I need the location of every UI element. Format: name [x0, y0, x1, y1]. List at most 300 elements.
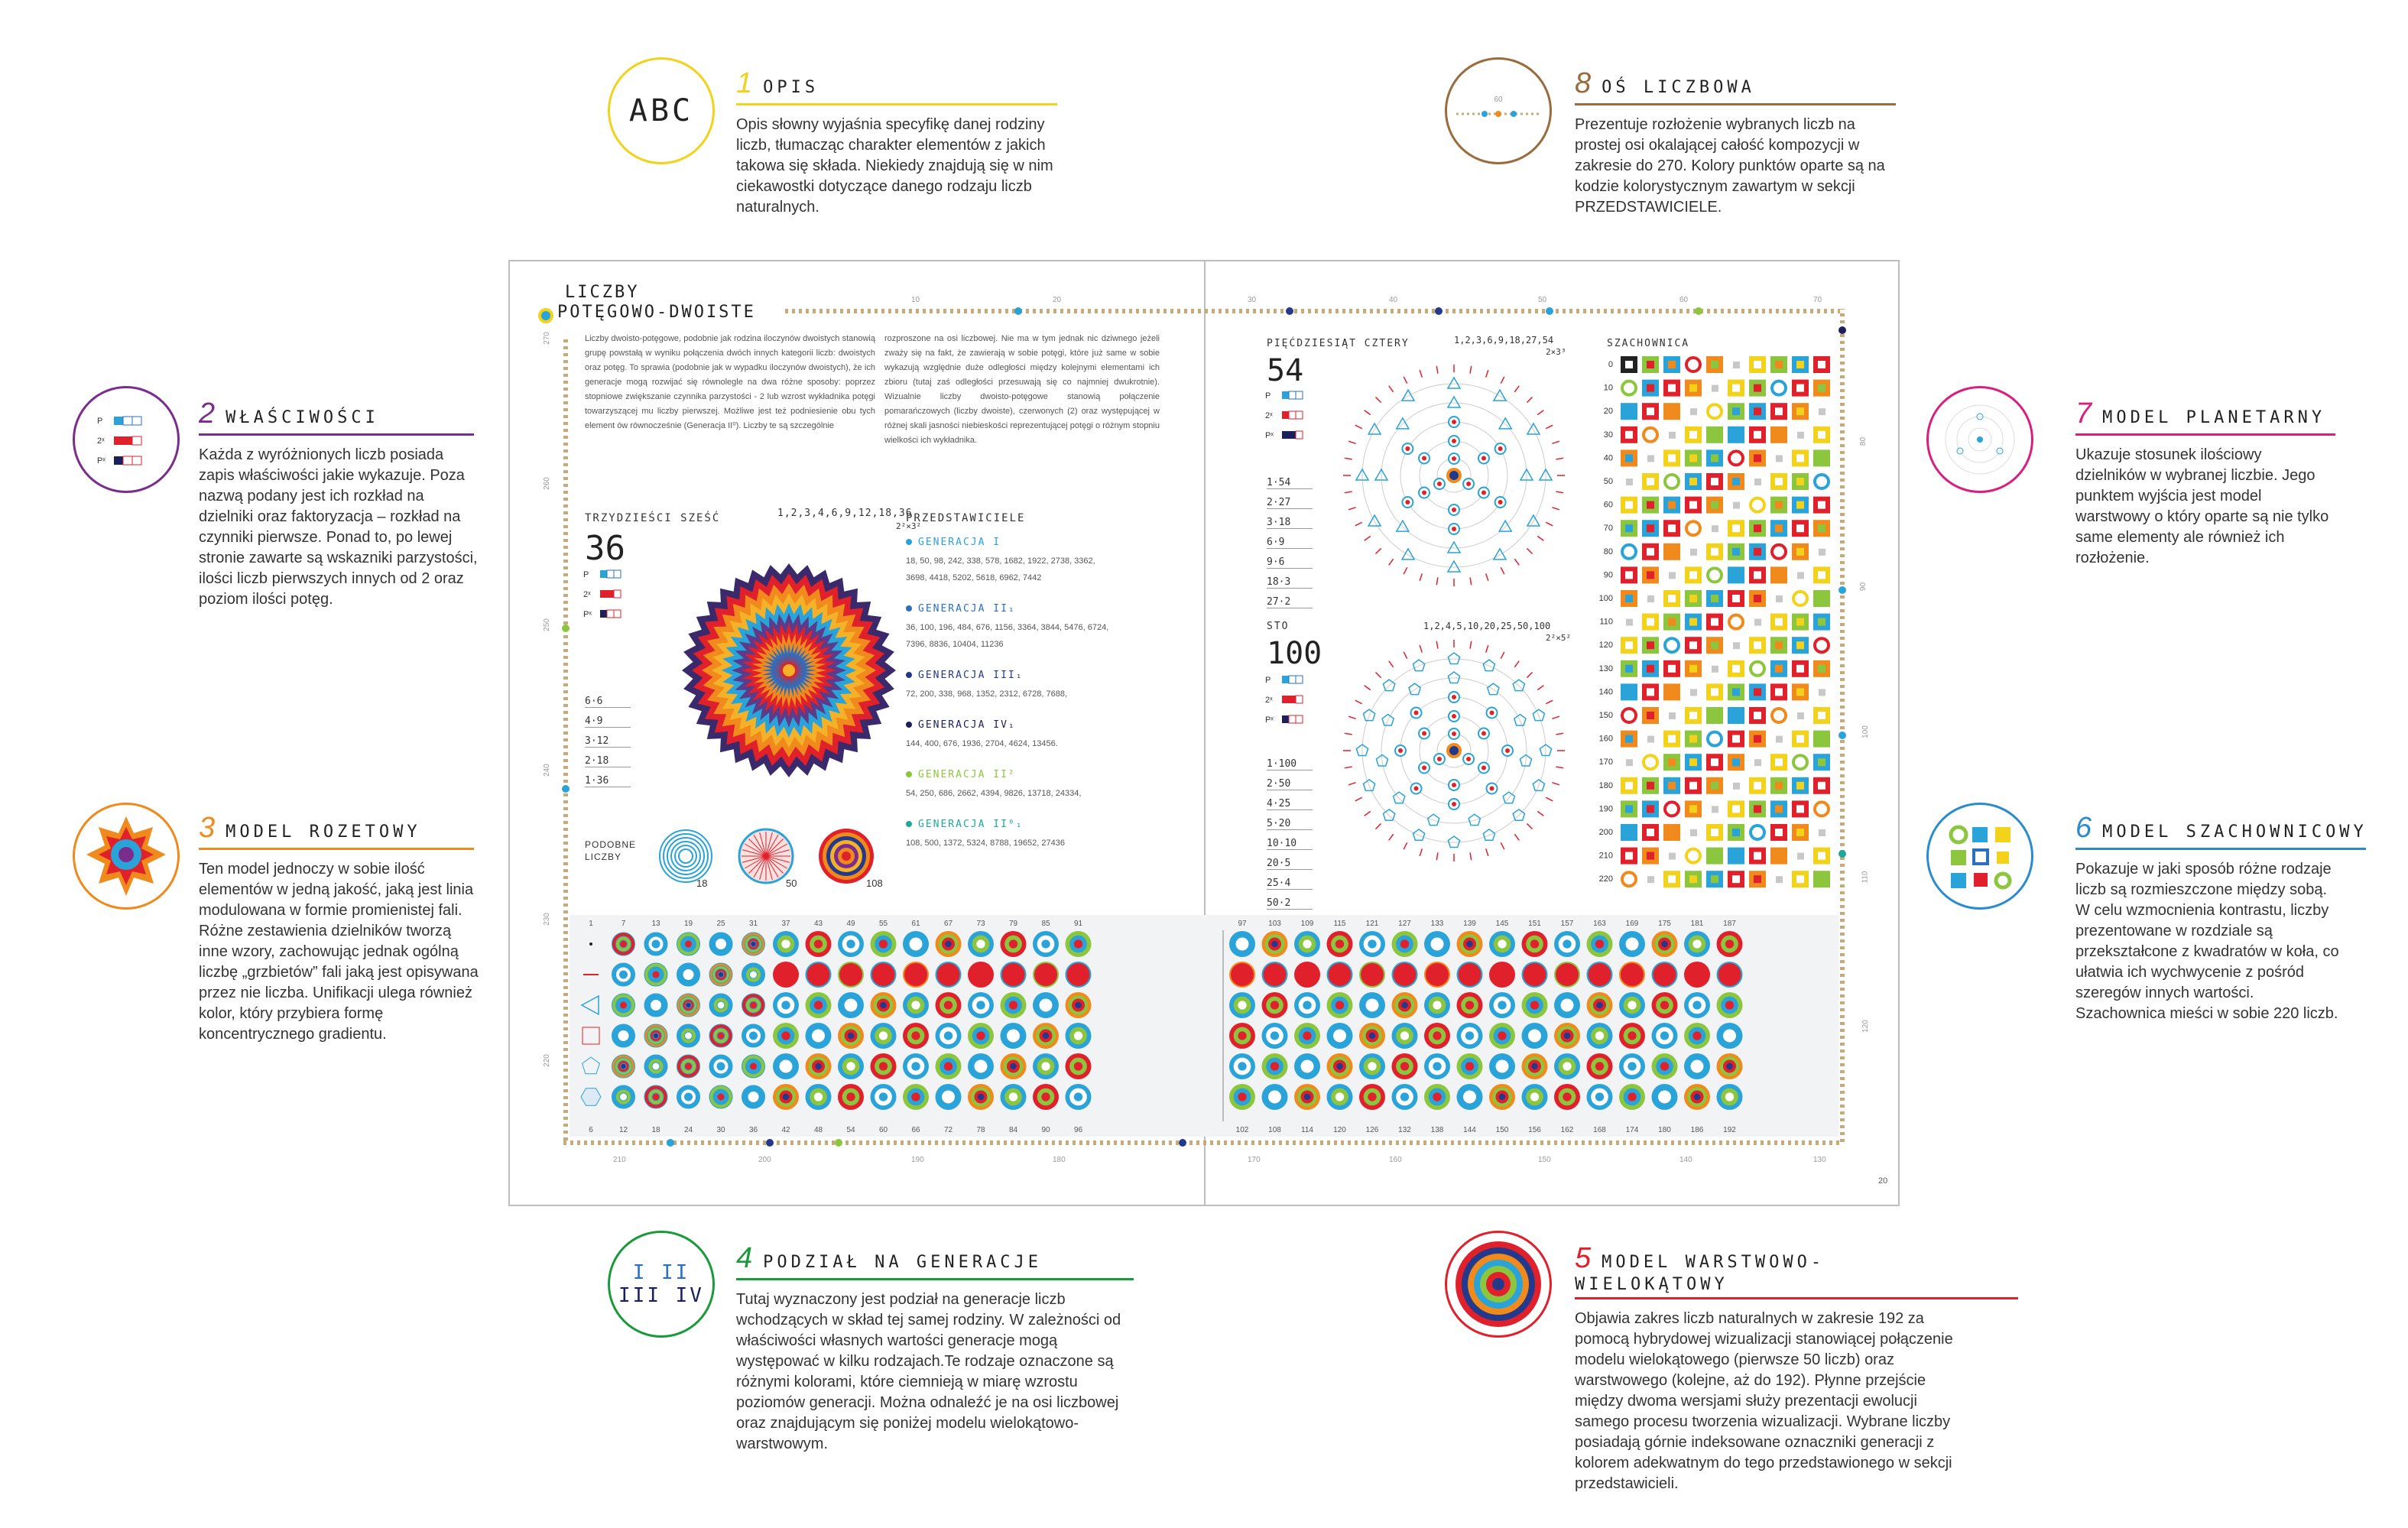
legend-title: MODEL WARSTWOWO-WIELOKĄTOWY [1575, 1253, 1825, 1294]
chessboard-cell [1797, 712, 1804, 719]
grid-cell [1066, 1053, 1092, 1079]
chessboard-cell [1685, 473, 1702, 490]
generation-dot-icon [906, 605, 912, 612]
grid-cell [1001, 1084, 1027, 1110]
chessboard-row-label: 40 [1603, 453, 1613, 463]
legend-rule [2075, 433, 2335, 436]
grid-column-top-label: 19 [683, 920, 693, 928]
chessboard-cell [1792, 660, 1809, 677]
grid-cell [871, 992, 897, 1018]
grid-cell [1066, 962, 1092, 988]
grid-cell [1392, 931, 1418, 957]
chessboard-cell [1770, 848, 1787, 865]
grid-cell [936, 1053, 962, 1079]
divisor-pair: 9·6 [1267, 556, 1313, 569]
grid-cell [1001, 992, 1027, 1018]
svg-text:P: P [97, 417, 103, 426]
chessboard-cell [1621, 520, 1637, 537]
generation-name: GENERACJA III₁ [918, 670, 1024, 681]
chessboard-cell [1813, 427, 1830, 443]
rosette-icon [80, 810, 172, 902]
generation-dot-icon [906, 821, 912, 827]
grid-column-bottom-label: 78 [976, 1126, 985, 1134]
chessboard-cell [1622, 872, 1636, 886]
legend-number: 4 [736, 1242, 753, 1274]
grid-cell [1392, 1053, 1418, 1079]
generations-list [906, 537, 1112, 868]
chessboard-cell [1772, 545, 1786, 559]
chessboard-cell [1728, 824, 1744, 841]
planetary-100 [1339, 636, 1569, 865]
divisor-pair: 6·9 [1267, 537, 1313, 549]
chessboard-cell [1754, 479, 1761, 485]
chessboard-cell [1776, 595, 1783, 602]
grid-cell [1457, 1023, 1483, 1049]
grid-cell [1457, 962, 1483, 988]
chessboard-cell [1663, 660, 1680, 677]
divisor-pair: 4·25 [1267, 798, 1313, 810]
generation-entry [906, 670, 1112, 702]
chessboard-cell [1728, 871, 1744, 887]
grid-cell [1489, 1053, 1515, 1079]
grid-cell [1001, 1023, 1027, 1049]
chessboard-model-icon [1926, 803, 2033, 910]
chessboard-cell [1622, 381, 1636, 395]
chessboard-cell [1749, 590, 1766, 607]
grid-cell [1359, 1053, 1385, 1079]
grid-column-bottom-label: 66 [911, 1126, 920, 1134]
chessboard-cell [1729, 615, 1743, 629]
grid-cell [709, 1024, 732, 1047]
grid-cell [838, 992, 864, 1018]
description-col2: rozproszone na osi liczbowej. Nie ma w tym jednak nic dziwnego jeżeli zważy się na fakt, że zawierają w sobie potęgi, które już same w sobie wykazują względnie duże odległości między kolejnymi elementami ich zbioru (tutaj zaś odległości przesuwają się co najmniej dwukrotnie). Wizualnie liczby dwoisto-potęgowe stanowią połączenie pomarańczowych (liczby dwoiste), czerwonych (2) oraz występującej w różnej skali jasności niebieskości reprezentującej potęgi o różnym stopniu wielkości ich wykładnika. [884, 334, 1160, 445]
legend-body: Tutaj wyznaczony jest podział na generacje liczb wchodzących w skład tej samej rodziny. W zależności od właściwości własnych wartości generacje mogą występować w kilku rodzajach.Te rodzaje oznaczone są różnymi kolorami, które ciemnieją w miarę wzrostu poziomów generacji. Można odnaleźć je na osi liczbowej oraz znajdującym się poniżej modelu wielokątowo-warstwowym. [736, 1291, 1121, 1452]
chessboard-cell [1770, 520, 1787, 537]
grid-column-bottom-label: 108 [1268, 1126, 1281, 1134]
axis-number-marker [562, 785, 570, 793]
grid-column-bottom-label: 126 [1365, 1126, 1379, 1134]
chessboard-cell [1813, 449, 1830, 466]
generation-numbers: 18, 50, 98, 242, 338, 578, 1682, 1922, 2738, 3362, 3698, 4418, 5202, 5618, 6962, 7442 [906, 556, 1095, 582]
chessboard-cell [1669, 432, 1676, 439]
chessboard-cell [1686, 849, 1700, 863]
grid-cell [677, 933, 700, 955]
chessboard-row-label: 200 [1599, 828, 1613, 837]
chessboard-cell [1685, 777, 1702, 794]
grid-column-top-label: 1 [589, 920, 593, 928]
opis-icon: ABC [608, 57, 715, 164]
grid-cell [612, 994, 635, 1017]
axis-number-marker [1435, 307, 1443, 315]
legend-body: Objawia zakres liczb naturalnych w zakresie 192 za pomocą hybrydowej wizualizacji stanowiącej połączenie modelu wielokątowego (pierwsze 50 liczb) oraz warstwowego (kolejne, aż do 192). Płynne przejście między dwoma wersjami służy prezentacji ewolucji samego procesu tworzenia wizualizacji. Wybrane liczby posiadają górnie indeksowane oznaczniki generacji z kolorem adekwatnym do tego przedstawionego w sekcji przedstawicieli. [1575, 1310, 1953, 1492]
grid-cell [1489, 1023, 1515, 1049]
grid-cell [1001, 962, 1027, 988]
chessboard-cell [1749, 427, 1766, 443]
grid-column-bottom-label: 60 [878, 1126, 888, 1134]
grid-cell [1619, 1084, 1645, 1110]
grid-cell [936, 931, 962, 957]
chessboard-cell [1663, 497, 1680, 514]
grid-column-bottom-label: 114 [1301, 1126, 1313, 1134]
grid-cell [773, 1023, 799, 1049]
chessboard-cell [1685, 637, 1702, 654]
grid-cell [1066, 1084, 1092, 1110]
grid-cell [1359, 1084, 1385, 1110]
legend-number: 8 [1575, 67, 1592, 99]
chessboard-cell [1642, 497, 1659, 514]
generations-icon: I II III IV [608, 1231, 715, 1338]
grid-cell [1587, 1023, 1613, 1049]
grid-cell [968, 992, 994, 1018]
chessboard-cell [1685, 660, 1702, 677]
chessboard-cell [1622, 709, 1636, 722]
grid-cell [1619, 962, 1645, 988]
legend-body: Ukazuje stosunek ilościowy dzielników w wybranej liczbie. Jego punktem wyjścia jest model warstwowy o który oparte są nie tylko same elementy ale również ich rozłożenie. [2075, 446, 2329, 566]
chessboard-cell [1642, 520, 1659, 537]
chessboard-cell [1663, 520, 1680, 537]
chessboard-row-label: 220 [1599, 874, 1613, 884]
grid-cell [1717, 1053, 1743, 1079]
axis-tick-label: 200 [758, 1156, 771, 1164]
chessboard-cell [1626, 479, 1633, 485]
grid-column-top-label: 25 [716, 920, 725, 928]
svg-text:2ˣ: 2ˣ [1265, 696, 1273, 705]
legend-opis [736, 67, 1103, 218]
chessboard-cell [1776, 455, 1783, 462]
grid-cell [1554, 1053, 1580, 1079]
legend-rule [199, 848, 474, 850]
grid-column-top-label: 49 [846, 920, 855, 928]
chessboard-cell [1685, 380, 1702, 397]
chessboard-cell [1669, 572, 1676, 579]
grid-cell [644, 933, 667, 955]
grid-cell [1424, 1053, 1450, 1079]
chessboard-cell [1665, 638, 1679, 652]
generation-entry [906, 537, 1112, 586]
chessboard-cell [1815, 802, 1829, 816]
similar-number-108 [819, 829, 883, 888]
grid-cell [709, 933, 732, 955]
axis-tick-label: 40 [1389, 296, 1398, 304]
legend-rule [2075, 848, 2366, 850]
grid-cell [1554, 931, 1580, 957]
grid-cell [871, 1053, 897, 1079]
grid-column-top-label: 13 [651, 920, 660, 928]
grid-cell [838, 1053, 864, 1079]
chessboard-row-label: 10 [1603, 383, 1613, 393]
grid-column-bottom-label: 84 [1008, 1126, 1018, 1134]
chessboard-cell [1712, 666, 1718, 673]
chessboard-cell [1749, 800, 1766, 817]
generation-numbers: 144, 400, 676, 1936, 2704, 4624, 13456. [906, 739, 1058, 748]
grid-cell [773, 962, 799, 988]
chessboard-cell [1626, 759, 1633, 766]
grid-cell [1522, 1023, 1548, 1049]
grid-cell [612, 933, 635, 955]
chessboard-cell [1621, 566, 1637, 583]
grid-cell [1457, 992, 1483, 1018]
chessboard-cell [1751, 498, 1764, 512]
chessboard-cell [1749, 871, 1766, 887]
grid-cell [1424, 931, 1450, 957]
grid-cell [1619, 1023, 1645, 1049]
generation-name: GENERACJA II² [918, 769, 1016, 780]
divisor-pair: 1·36 [585, 775, 631, 787]
chessboard-cell [1690, 549, 1697, 556]
grid-column-top-label: 79 [1008, 920, 1018, 928]
axis-tick-label: 140 [1679, 1156, 1692, 1164]
divisor-pair: 3·12 [585, 735, 631, 748]
grid-cell [903, 1084, 929, 1110]
n36-factorization: 2²×3² [896, 521, 922, 531]
similar-number-label: 108 [866, 878, 883, 888]
chessboard-cell [1621, 800, 1637, 817]
chessboard-cell [1815, 475, 1829, 488]
axis-tick-label: 70 [1813, 296, 1822, 304]
chessboard-cell [1708, 732, 1722, 746]
grid-column-top-label: 7 [621, 920, 626, 928]
grid-cell [1717, 992, 1743, 1018]
generation-dot-icon [906, 722, 912, 728]
grid-column-bottom-label: 138 [1430, 1126, 1444, 1134]
chessboard-cell [1621, 497, 1637, 514]
axis-tick-label: 230 [542, 913, 551, 926]
axis-tick-label: 160 [1389, 1156, 1402, 1164]
chessboard-cell [1772, 381, 1786, 395]
axis-number-marker [1014, 307, 1022, 315]
axis-number-marker [766, 1139, 774, 1147]
chessboard-cell [1644, 755, 1657, 769]
chessboard-cell [1663, 380, 1680, 397]
chessboard-title: SZACHOWNICA [1607, 338, 1690, 349]
divisor-pair: 18·3 [1267, 576, 1313, 589]
grid-column-bottom-label: 132 [1398, 1126, 1411, 1134]
grid-cell [903, 962, 929, 988]
grid-column-top-label: 55 [878, 920, 888, 928]
chessboard-cell [1647, 736, 1654, 743]
chessboard-cell [1642, 380, 1659, 397]
legend-body: Prezentuje rozłożenie wybranych liczb na prostej osi okalającej całość kompozycji w zakresie do 270. Kolory punktów oparte są na kodzie kolorystycznym zawartym w sekcji PRZEDSTAWICIELE. [1575, 116, 1885, 216]
axis-number-marker [1838, 586, 1846, 594]
chessboard-cell [1770, 473, 1787, 490]
divisor-pair: 2·27 [1267, 497, 1313, 509]
chessboard-cell [1706, 707, 1723, 724]
grid-cell [838, 962, 864, 988]
chessboard-cell [1813, 520, 1830, 537]
legend-model-szachownicowy [2075, 812, 2408, 1024]
grid-column-bottom-label: 162 [1560, 1126, 1574, 1134]
chessboard-cell [1754, 619, 1761, 626]
chessboard-cell [1813, 356, 1830, 373]
chessboard-row-label: 190 [1599, 804, 1613, 814]
grid-cell [1262, 992, 1288, 1018]
legend-title: OŚ LICZBOWA [1602, 78, 1755, 97]
axis-tick-label: 250 [542, 618, 551, 631]
chessboard-cell [1642, 660, 1659, 677]
grid-column-top-label: 73 [976, 920, 985, 928]
number-axis-top [785, 309, 1840, 313]
grid-cell [742, 1085, 765, 1108]
chessboard-cell [1770, 497, 1787, 514]
grid-cell [806, 992, 832, 1018]
grid-cell [1229, 1084, 1255, 1110]
chessboard-cell [1647, 876, 1654, 883]
grid-cell [1294, 931, 1320, 957]
grid-column-bottom-label: 174 [1625, 1126, 1639, 1134]
grid-cell [1359, 1023, 1385, 1049]
chessboard-cell [1749, 707, 1766, 724]
grid-cell [644, 994, 667, 1017]
grid-cell [612, 963, 635, 986]
chessboard-cell [1642, 566, 1659, 583]
chessboard-row-label: 30 [1603, 430, 1613, 440]
grid-cell [1717, 1084, 1743, 1110]
grid-cell [1229, 1053, 1255, 1079]
chessboard-cell [1728, 473, 1744, 490]
page-number: 20 [1878, 1176, 1888, 1186]
chessboard-cell [1706, 356, 1723, 373]
chessboard-cell [1642, 848, 1659, 865]
grid-cell [709, 963, 732, 986]
chessboard-cell [1685, 566, 1702, 583]
chessboard-cell [1749, 403, 1766, 420]
grid-cell [1652, 1023, 1678, 1049]
legend-podzial-generacje [736, 1242, 1121, 1455]
chessboard-row-label: 120 [1599, 641, 1613, 650]
grid-cell [1619, 1053, 1645, 1079]
grid-cell [1066, 1023, 1092, 1049]
grid-column-bottom-label: 96 [1073, 1126, 1083, 1134]
chessboard-cell [1663, 754, 1680, 770]
chessboard-cell [1642, 637, 1659, 654]
divisor-pair: 4·9 [585, 715, 631, 728]
chessboard-cell [1642, 707, 1659, 724]
grid-cell [1489, 931, 1515, 957]
grid-cell [1457, 1084, 1483, 1110]
grid-cell [1327, 1053, 1353, 1079]
grid-column-top-label: 43 [813, 920, 823, 928]
grid-cell [1294, 1084, 1320, 1110]
chessboard-cell [1733, 362, 1740, 368]
chessboard-cell [1793, 592, 1807, 605]
grid-cell [871, 1023, 897, 1049]
chessboard-row-label: 160 [1599, 734, 1613, 744]
chessboard-cell [1792, 731, 1809, 748]
divisor-pair: 5·20 [1267, 818, 1313, 830]
chessboard-row-label: 20 [1603, 407, 1613, 417]
chessboard-row-label: 0 [1608, 360, 1613, 369]
axis-number-marker [562, 625, 570, 632]
grid-column-top-label: 157 [1560, 920, 1574, 928]
grid-column-bottom-label: 180 [1658, 1126, 1671, 1134]
grid-cell [1522, 1084, 1548, 1110]
chessboard-cell [1642, 543, 1659, 560]
grid-column-bottom-label: 72 [943, 1126, 953, 1134]
chessboard-row-label: 150 [1599, 711, 1613, 720]
chessboard-cell [1813, 590, 1830, 607]
chessboard-cell [1770, 614, 1787, 631]
grid-cell [1359, 931, 1385, 957]
generation-name: GENERACJA II⁰₁ [918, 819, 1024, 830]
grid-cell [742, 994, 765, 1017]
grid-cell [838, 931, 864, 957]
chessboard-cell [1728, 543, 1744, 560]
chessboard-cell [1685, 871, 1702, 887]
chessboard-cell [1776, 736, 1783, 743]
grid-cell [1262, 962, 1288, 988]
rosette-center [783, 664, 795, 676]
chessboard-row-label: 60 [1603, 500, 1613, 510]
legend-title: MODEL SZACHOWNICOWY [2102, 822, 2367, 842]
chapter-title-line2: POTĘGOWO-DWOISTE [557, 303, 756, 322]
grid-cell [677, 1055, 700, 1078]
similar-number-label: 18 [696, 878, 708, 888]
grid-cell [581, 1088, 601, 1106]
grid-cell [1717, 962, 1743, 988]
grid-cell [1554, 1023, 1580, 1049]
legend-rule [1575, 1297, 2018, 1299]
grid-cell [773, 931, 799, 957]
grid-column-top-label: 133 [1430, 920, 1444, 928]
grid-cell [1554, 992, 1580, 1018]
grid-cell [1359, 962, 1385, 988]
grid-cell [1424, 992, 1450, 1018]
chessboard-cell [1728, 848, 1744, 865]
grid-cell [1229, 1023, 1255, 1049]
grid-column-top-label: 181 [1690, 920, 1704, 928]
grid-cell [1717, 1023, 1743, 1049]
generation-name: GENERACJA I [918, 537, 1001, 548]
chessboard-row-label: 140 [1599, 687, 1613, 697]
grid-cell [1587, 962, 1613, 988]
chessboard-cell [1685, 449, 1702, 466]
generation-numbers: 108, 500, 1372, 5324, 8788, 19652, 27436 [906, 839, 1065, 848]
chessboard-cell [1621, 449, 1637, 466]
grid-cell [1522, 931, 1548, 957]
generation-dot-icon [906, 539, 912, 545]
axis-tick-label: 100 [1861, 725, 1870, 738]
chessboard-cell [1770, 427, 1787, 443]
chessboard-cell [1770, 777, 1787, 794]
chessboard-row-label: 50 [1603, 477, 1613, 486]
chessboard-cell [1728, 660, 1744, 677]
chessboard-cell [1663, 590, 1680, 607]
grid-cell [1587, 992, 1613, 1018]
grid-cell [1652, 1053, 1678, 1079]
grid-cell [806, 1053, 832, 1079]
grid-cell [1033, 962, 1059, 988]
chessboard-cell [1770, 356, 1787, 373]
chessboard-cell [1712, 806, 1718, 813]
axis-tick-label: 120 [1861, 1020, 1870, 1033]
divisor-pair: 10·10 [1267, 838, 1313, 850]
chessboard-cell [1685, 590, 1702, 607]
chessboard-cell [1669, 853, 1676, 860]
chessboard-cell [1792, 637, 1809, 654]
legend-body: Ten model jednoczy w sobie ilość elementów w jedną jakość, jaką jest linia modulowana w formie promienistej fali. Różne zestawienia dzielników tworzą inne wzory, zachowując jednak ogólną liczbę „grzbietów” fali jaką jest opisywana przez nie liczba. Unifikacji ulega również kolor, który przybiera formę koncentrycznego gradientu. [199, 861, 479, 1043]
grid-column-top-label: 163 [1593, 920, 1606, 928]
grid-column-bottom-label: 48 [813, 1126, 823, 1134]
grid-cell [936, 1084, 962, 1110]
chessboard-cell [1792, 824, 1809, 841]
chessboard-cell [1792, 800, 1809, 817]
chessboard-cell [1663, 777, 1680, 794]
chessboard-cell [1706, 497, 1723, 514]
chessboard-cell [1685, 800, 1702, 817]
grid-cell [1424, 1084, 1450, 1110]
grid-cell [1457, 1053, 1483, 1079]
legend-number: 5 [1575, 1242, 1592, 1274]
